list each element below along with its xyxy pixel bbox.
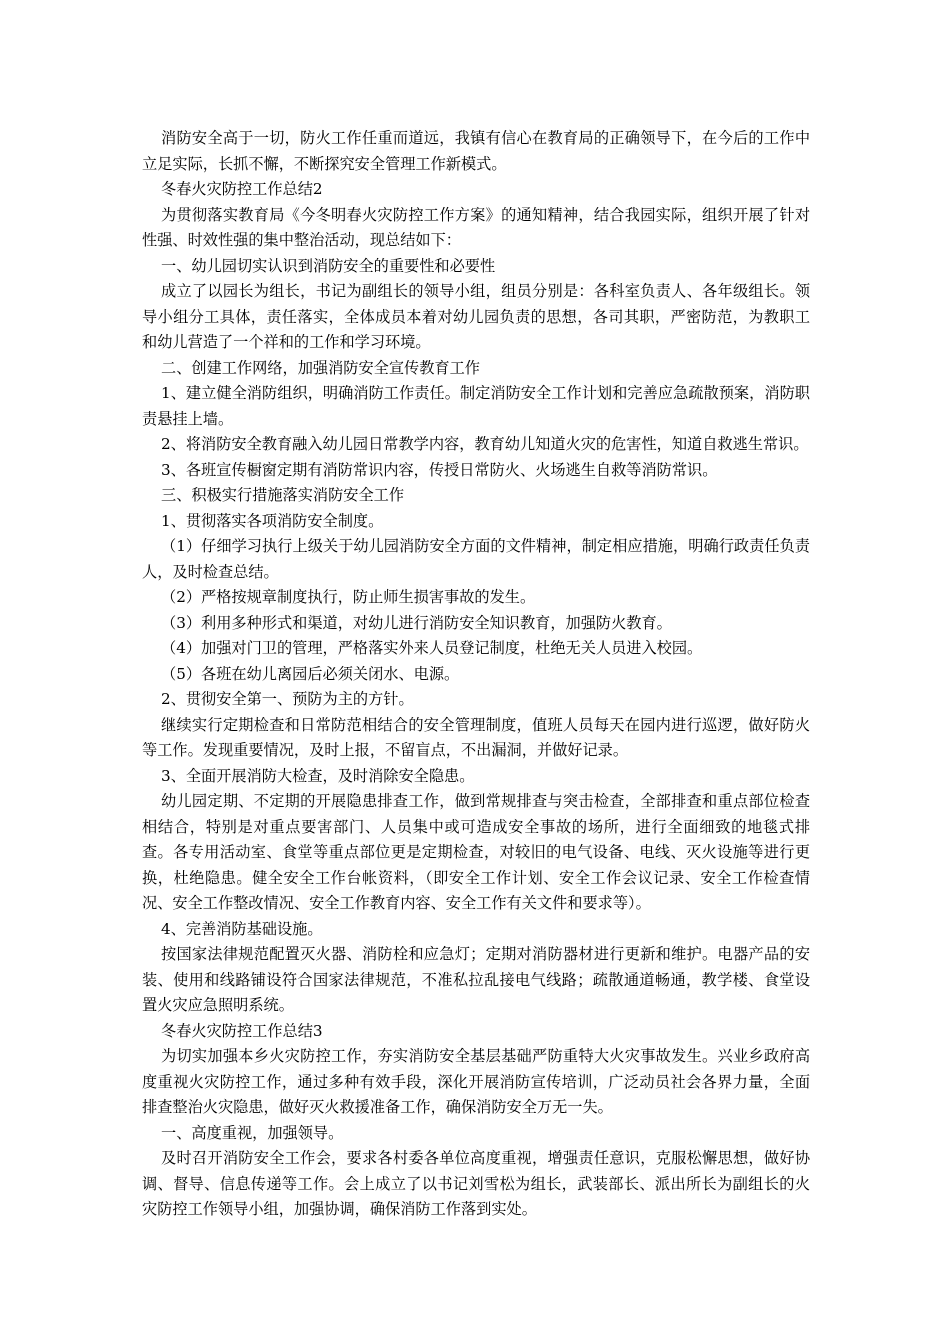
section-heading: 三、积极实行措施落实消防安全工作 [161, 486, 404, 504]
list-item: 3、各班宣传橱窗定期有消防常识内容，传授日常防火、火场逃生自救等消防常识。 [161, 460, 718, 479]
list-item: 1、建立健全消防组织，明确消防工作责任。制定消防安全工作计划和完善应急疏散预案，消防职责悬挂上墙。 [142, 384, 810, 428]
paragraph: 及时召开消防安全工作会，要求各村委各单位高度重视，增强责任意识，克服松懈思想，做好协调、督导、信息传递等工作。会上成立了以书记刘雪松为组长，武装部长、派出所长为副组长的火灾防控工作领导小组，加强协调，确保消防工作落到实处。 [142, 1149, 810, 1218]
section-title: 冬春火灾防控工作总结3 [161, 1021, 323, 1040]
paragraph: 为贯彻落实教育局《今冬明春火灾防控工作方案》的通知精神，结合我园实际，组织开展了针对性强、时效性强的集中整治活动，现总结如下： [142, 205, 810, 249]
sub-list-item: （4）加强对门卫的管理，严格落实外来人员登记制度，杜绝无关人员进入校园。 [161, 639, 703, 657]
list-item: 2、贯彻安全第一、预防为主的方针。 [161, 690, 414, 708]
sub-list-item: （5）各班在幼儿离园后必须关闭水、电源。 [161, 664, 460, 683]
paragraph: 幼儿园定期、不定期的开展隐患排查工作，做到常规排查与突击检查，全部排查和重点部位检查相结合，特别是对重点要害部门、人员集中或可造成安全事故的场所，进行全面细致的地毯式排查。各专用活动室、食堂等重点部位更是定期检查，对较旧的电气设备、电线、灭火设施等进行更换，杜绝隐患。健全安全工作台帐资料，（即安全工作计划、安全工作会议记录、安全工作检查情况、安全工作整改情况、安全工作教育内容、安全工作有关文件和要求等）。 [142, 792, 810, 912]
section-heading: 二、创建工作网络，加强消防安全宣传教育工作 [161, 358, 480, 377]
sub-list-item: （3）利用多种形式和渠道，对幼儿进行消防安全知识教育，加强防火教育。 [161, 613, 672, 632]
section-heading: 一、幼儿园切实认识到消防安全的重要性和必要性 [161, 256, 496, 275]
paragraph: 按国家法律规范配置灭火器、消防栓和应急灯；定期对消防器材进行更新和维护。电器产品的安装、使用和线路铺设符合国家法律规范，不准私拉乱接电气线路；疏散通道畅通，教学楼、食堂设置火灾应急照明系统。 [142, 945, 810, 1014]
sub-list-item: （1）仔细学习执行上级关于幼儿园消防安全方面的文件精神，制定相应措施，明确行政责任负责人，及时检查总结。 [142, 537, 810, 581]
section-title: 冬春火灾防控工作总结2 [161, 180, 323, 198]
section-heading: 一、高度重视，加强领导。 [161, 1123, 344, 1142]
paragraph: 成立了以园长为组长，书记为副组长的领导小组，组员分别是：各科室负责人、各年级组长。领导小组分工具体，责任落实，全体成员本着对幼儿园负责的思想，各司其职，严密防范，为教职工和幼儿营造了一个祥和的工作和学习环境。 [142, 282, 810, 351]
list-item: 4、完善消防基础设施。 [161, 919, 323, 938]
sub-list-item: （2）严格按规章制度执行，防止师生损害事故的发生。 [161, 588, 536, 606]
paragraph: 消防安全高于一切，防火工作任重而道远，我镇有信心在教育局的正确领导下，在今后的工作中立足实际，长抓不懈，不断探究安全管理工作新模式。 [142, 129, 810, 173]
list-item: 1、贯彻落实各项消防安全制度。 [161, 511, 384, 530]
document-body [142, 126, 810, 1223]
list-item: 2、将消防安全教育融入幼儿园日常教学内容，教育幼儿知道火灾的危害性，知道自救逃生常识。 [161, 435, 809, 453]
list-item: 3、全面开展消防大检查，及时消除安全隐患。 [161, 766, 475, 785]
paragraph: 继续实行定期检查和日常防范相结合的安全管理制度，值班人员每天在园内进行巡逻，做好防火等工作。发现重要情况，及时上报，不留盲点，不出漏洞，并做好记录。 [142, 715, 810, 759]
paragraph: 为切实加强本乡火灾防控工作，夯实消防安全基层基础严防重特大火灾事故发生。兴业乡政府高度重视火灾防控工作，通过多种有效手段，深化开展消防宣传培训，广泛动员社会各界力量，全面排查整治火灾隐患，做好灭火救援准备工作，确保消防安全万无一失。 [142, 1047, 810, 1116]
